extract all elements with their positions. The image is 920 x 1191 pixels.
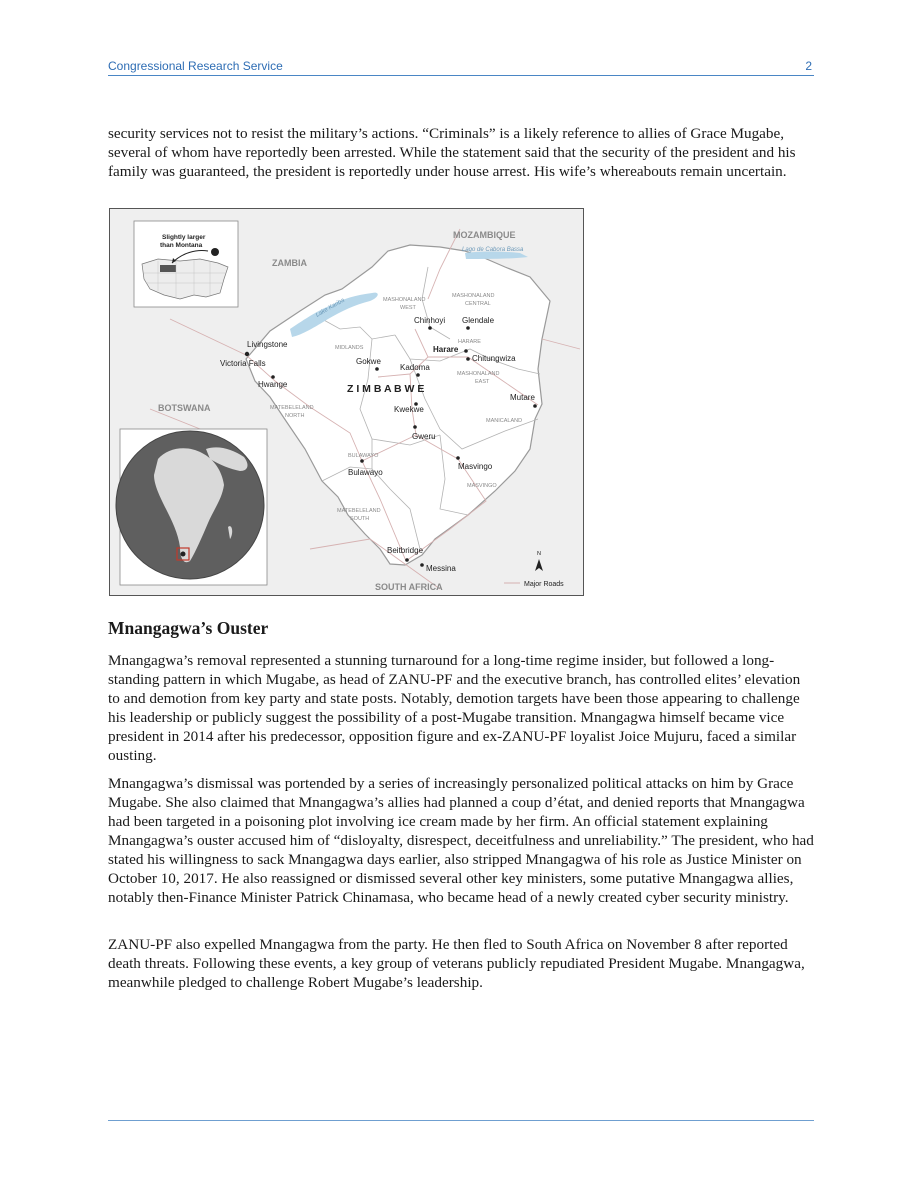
footer-rule: [108, 1120, 814, 1121]
province-masvingo: MASVINGO: [467, 483, 497, 489]
globe-inset: [116, 429, 267, 585]
city-harare: Harare: [433, 345, 459, 354]
province-mashonaland-central: MASHONALAND: [452, 293, 495, 299]
province-bulawayo: BULAWAYO: [348, 453, 379, 459]
province-mashonaland-central-2: CENTRAL: [465, 301, 491, 307]
header-title: Congressional Research Service: [108, 59, 283, 73]
paragraph: ZANU-PF also expelled Mnangagwa from the party. He then fled to South Africa on November 8 after reported death threats. Following these events, a key group of veterans publicly repudiated President Mugabe. Mnangagwa, meanwhile pledged to challenge Robert Mugabe’s leadership.: [108, 936, 805, 991]
label-cabora-bassa: Lago de Cabora Bassa: [462, 247, 524, 253]
city-glendale: Glendale: [462, 316, 495, 325]
label-mozambique: MOZAMBIQUE: [453, 230, 516, 240]
legend-major-roads: Major Roads: [524, 581, 564, 588]
city-mutare: Mutare: [510, 393, 535, 402]
province-midlands: MIDLANDS: [335, 345, 364, 351]
label-south-africa: SOUTH AFRICA: [375, 582, 443, 592]
zimbabwe-map: [109, 208, 584, 596]
city-gokwe: Gokwe: [356, 357, 381, 366]
province-harare: HARARE: [458, 339, 481, 345]
province-matebeleland-north: MATEBELELAND: [270, 405, 314, 411]
city-livingstone: Livingstone: [247, 340, 288, 349]
map-graphic: [110, 209, 583, 595]
city-masvingo: Masvingo: [458, 462, 493, 471]
city-chinhoyi: Chinhoyi: [414, 316, 446, 325]
us-inset: [134, 221, 238, 307]
paragraph: Mnangagwa’s removal represented a stunning turnaround for a long-time regime insider, but followed a long-standing pattern in which Mugabe, as head of ZANU-PF and the executive branch, has controlled elites’ elevation to and demotion from key party and state posts. Notably, demotion targets have been those appearing to challenge his leadership or publicly suggest the possibility of a post-Mugabe transition. Mnangagwa himself became vice president in 2014 after his predecessor, opposition figure and ex-ZANU-PF loyalist Joice Mujuru, faced a similar ousting.: [108, 652, 801, 764]
label-zimbabwe: Z I M B A B W E: [347, 383, 425, 395]
section-heading: Mnangagwa’s Ouster: [108, 618, 269, 638]
inset-note-line1: Slightly larger: [162, 234, 206, 241]
city-chitungwiza: Chitungwiza: [472, 354, 516, 363]
province-mashonaland-east-2: EAST: [475, 379, 490, 385]
svg-text:N: N: [537, 551, 541, 557]
city-bulawayo: Bulawayo: [348, 468, 383, 477]
paragraph: Mnangagwa’s dismissal was portended by a series of increasingly personalized political attacks on him by Grace Mugabe. She also claimed that Mnangagwa’s allies had planned a coup d’état, and denied reports that Mnangagwa had been targeted in a poisoning plot involving ice cream made by her firm. An official statement explaining Mnangagwa’s ouster accused him of “disloyalty, disrespect, deceitfulness and unreliability.” The president, who had stated his willingness to sack Mnangagwa days earlier, also stripped Mnangagwa of his role as Justice Minister on October 10, 2017. He also reassigned or dismissed several other key ministers, some putative Mnangagwa allies, notably then-Finance Minister Patrick Chinamasa, who became head of a newly created cyber security ministry.: [108, 775, 814, 906]
label-botswana: BOTSWANA: [158, 403, 211, 413]
city-messina: Messina: [426, 564, 456, 573]
city-kadoma: Kadoma: [400, 363, 430, 372]
city-victoria-falls: Victoria Falls: [220, 359, 266, 368]
province-manicaland: MANICALAND: [486, 418, 523, 424]
label-lake-kariba: Lake Kariba: [315, 297, 346, 319]
city-kwekwe: Kwekwe: [394, 405, 424, 414]
province-matebeleland-north-2: NORTH: [285, 413, 305, 419]
province-mashonaland-west: MASHONALAND: [383, 297, 426, 303]
province-matebeleland-south-2: SOUTH: [350, 516, 370, 522]
city-gweru: Gweru: [412, 432, 436, 441]
province-mashonaland-west-2: WEST: [400, 305, 416, 311]
running-header: [108, 58, 814, 76]
label-zambia: ZAMBIA: [272, 258, 307, 268]
province-mashonaland-east: MASHONALAND: [457, 371, 500, 377]
province-matebeleland-south: MATEBELELAND: [337, 508, 381, 514]
page-number: 2: [805, 59, 812, 73]
city-hwange: Hwange: [258, 380, 288, 389]
inset-note-line2: than Montana: [160, 242, 203, 249]
intro-paragraph: security services not to resist the military’s actions. “Criminals” is a likely reference to allies of Grace Mugabe, several of whom have reportedly been arrested. While the statement said that the security of the president and his family was guaranteed, the president is reportedly under house arrest. His wife’s whereabouts remain uncertain.: [108, 125, 796, 180]
city-beitbridge: Beitbridge: [387, 546, 424, 555]
